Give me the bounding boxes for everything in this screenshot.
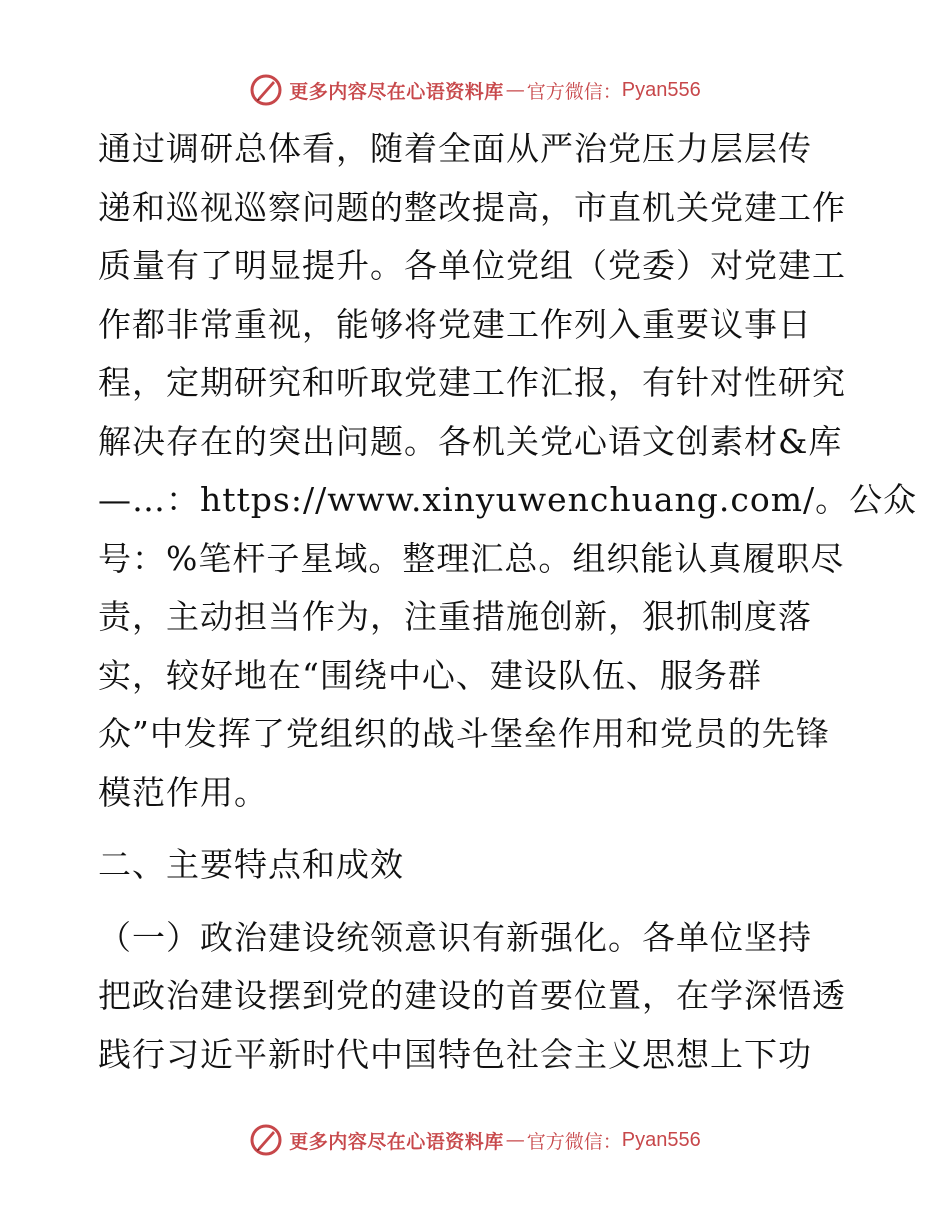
text-line: 号：%笔杆子星域。整理汇总。组织能认真履职尽 xyxy=(98,538,845,578)
text-line: 模范作用。 xyxy=(98,772,268,812)
text-line: 众”中发挥了党组织的战斗堡垒作用和党员的先锋 xyxy=(98,714,830,753)
text-line: 质量有了明显提升。各单位党组（党委）对党建工 xyxy=(98,246,846,285)
text-line: 责，主动担当作为，注重措施创新，狠抓制度落 xyxy=(98,597,812,636)
text-line: 把政治建设摆到党的建设的首要位置，在学深悟透 xyxy=(98,976,846,1015)
text-line: 作都非常重视，能够将党建工作列入重要议事日 xyxy=(98,304,812,344)
watermark-official-label: 官方微信： xyxy=(526,1130,622,1153)
watermark-separator: — xyxy=(505,79,525,101)
watermark-brand-text: 更多内容尽在心语资料库 xyxy=(289,1130,504,1153)
watermark-separator: — xyxy=(505,1129,525,1151)
section-heading xyxy=(98,836,858,895)
text-line: 实，较好地在“围绕中心、建设队伍、服务群 xyxy=(98,655,762,695)
text-line: 递和巡视巡察问题的整改提高，市直机关党建工作 xyxy=(98,187,846,227)
header-watermark xyxy=(0,70,950,110)
watermark-wechat-id: Pyan556 xyxy=(621,78,701,101)
heading-text: 二、主要特点和成效 xyxy=(98,845,404,884)
paragraph-political-construction xyxy=(98,909,858,1085)
text-line: 程，定期研究和听取党建工作汇报，有针对性研究 xyxy=(98,363,846,402)
text-line: 践行习近平新时代中国特色社会主义思想上下功 xyxy=(98,1034,812,1074)
paragraph-research-summary xyxy=(98,120,918,822)
watermark-brand-text: 更多内容尽在心语资料库 xyxy=(289,80,504,103)
document-body xyxy=(98,120,918,1084)
text-line: 通过调研总体看，随着全面从严治党压力层层传 xyxy=(98,129,812,168)
watermark-wechat-id: Pyan556 xyxy=(621,1128,701,1151)
footer-watermark xyxy=(0,1120,950,1160)
text-line: 解决存在的突出问题。各机关党心语文创素材&库 xyxy=(98,421,843,461)
quill-logo-icon xyxy=(249,1123,283,1157)
text-line: （一）政治建设统领意识有新强化。各单位坚持 xyxy=(98,917,812,957)
text-line: —…：https://www.xinyuwenchuang.com/。公众 xyxy=(98,480,918,519)
quill-logo-icon xyxy=(249,73,283,107)
watermark-official-label: 官方微信： xyxy=(526,80,622,103)
